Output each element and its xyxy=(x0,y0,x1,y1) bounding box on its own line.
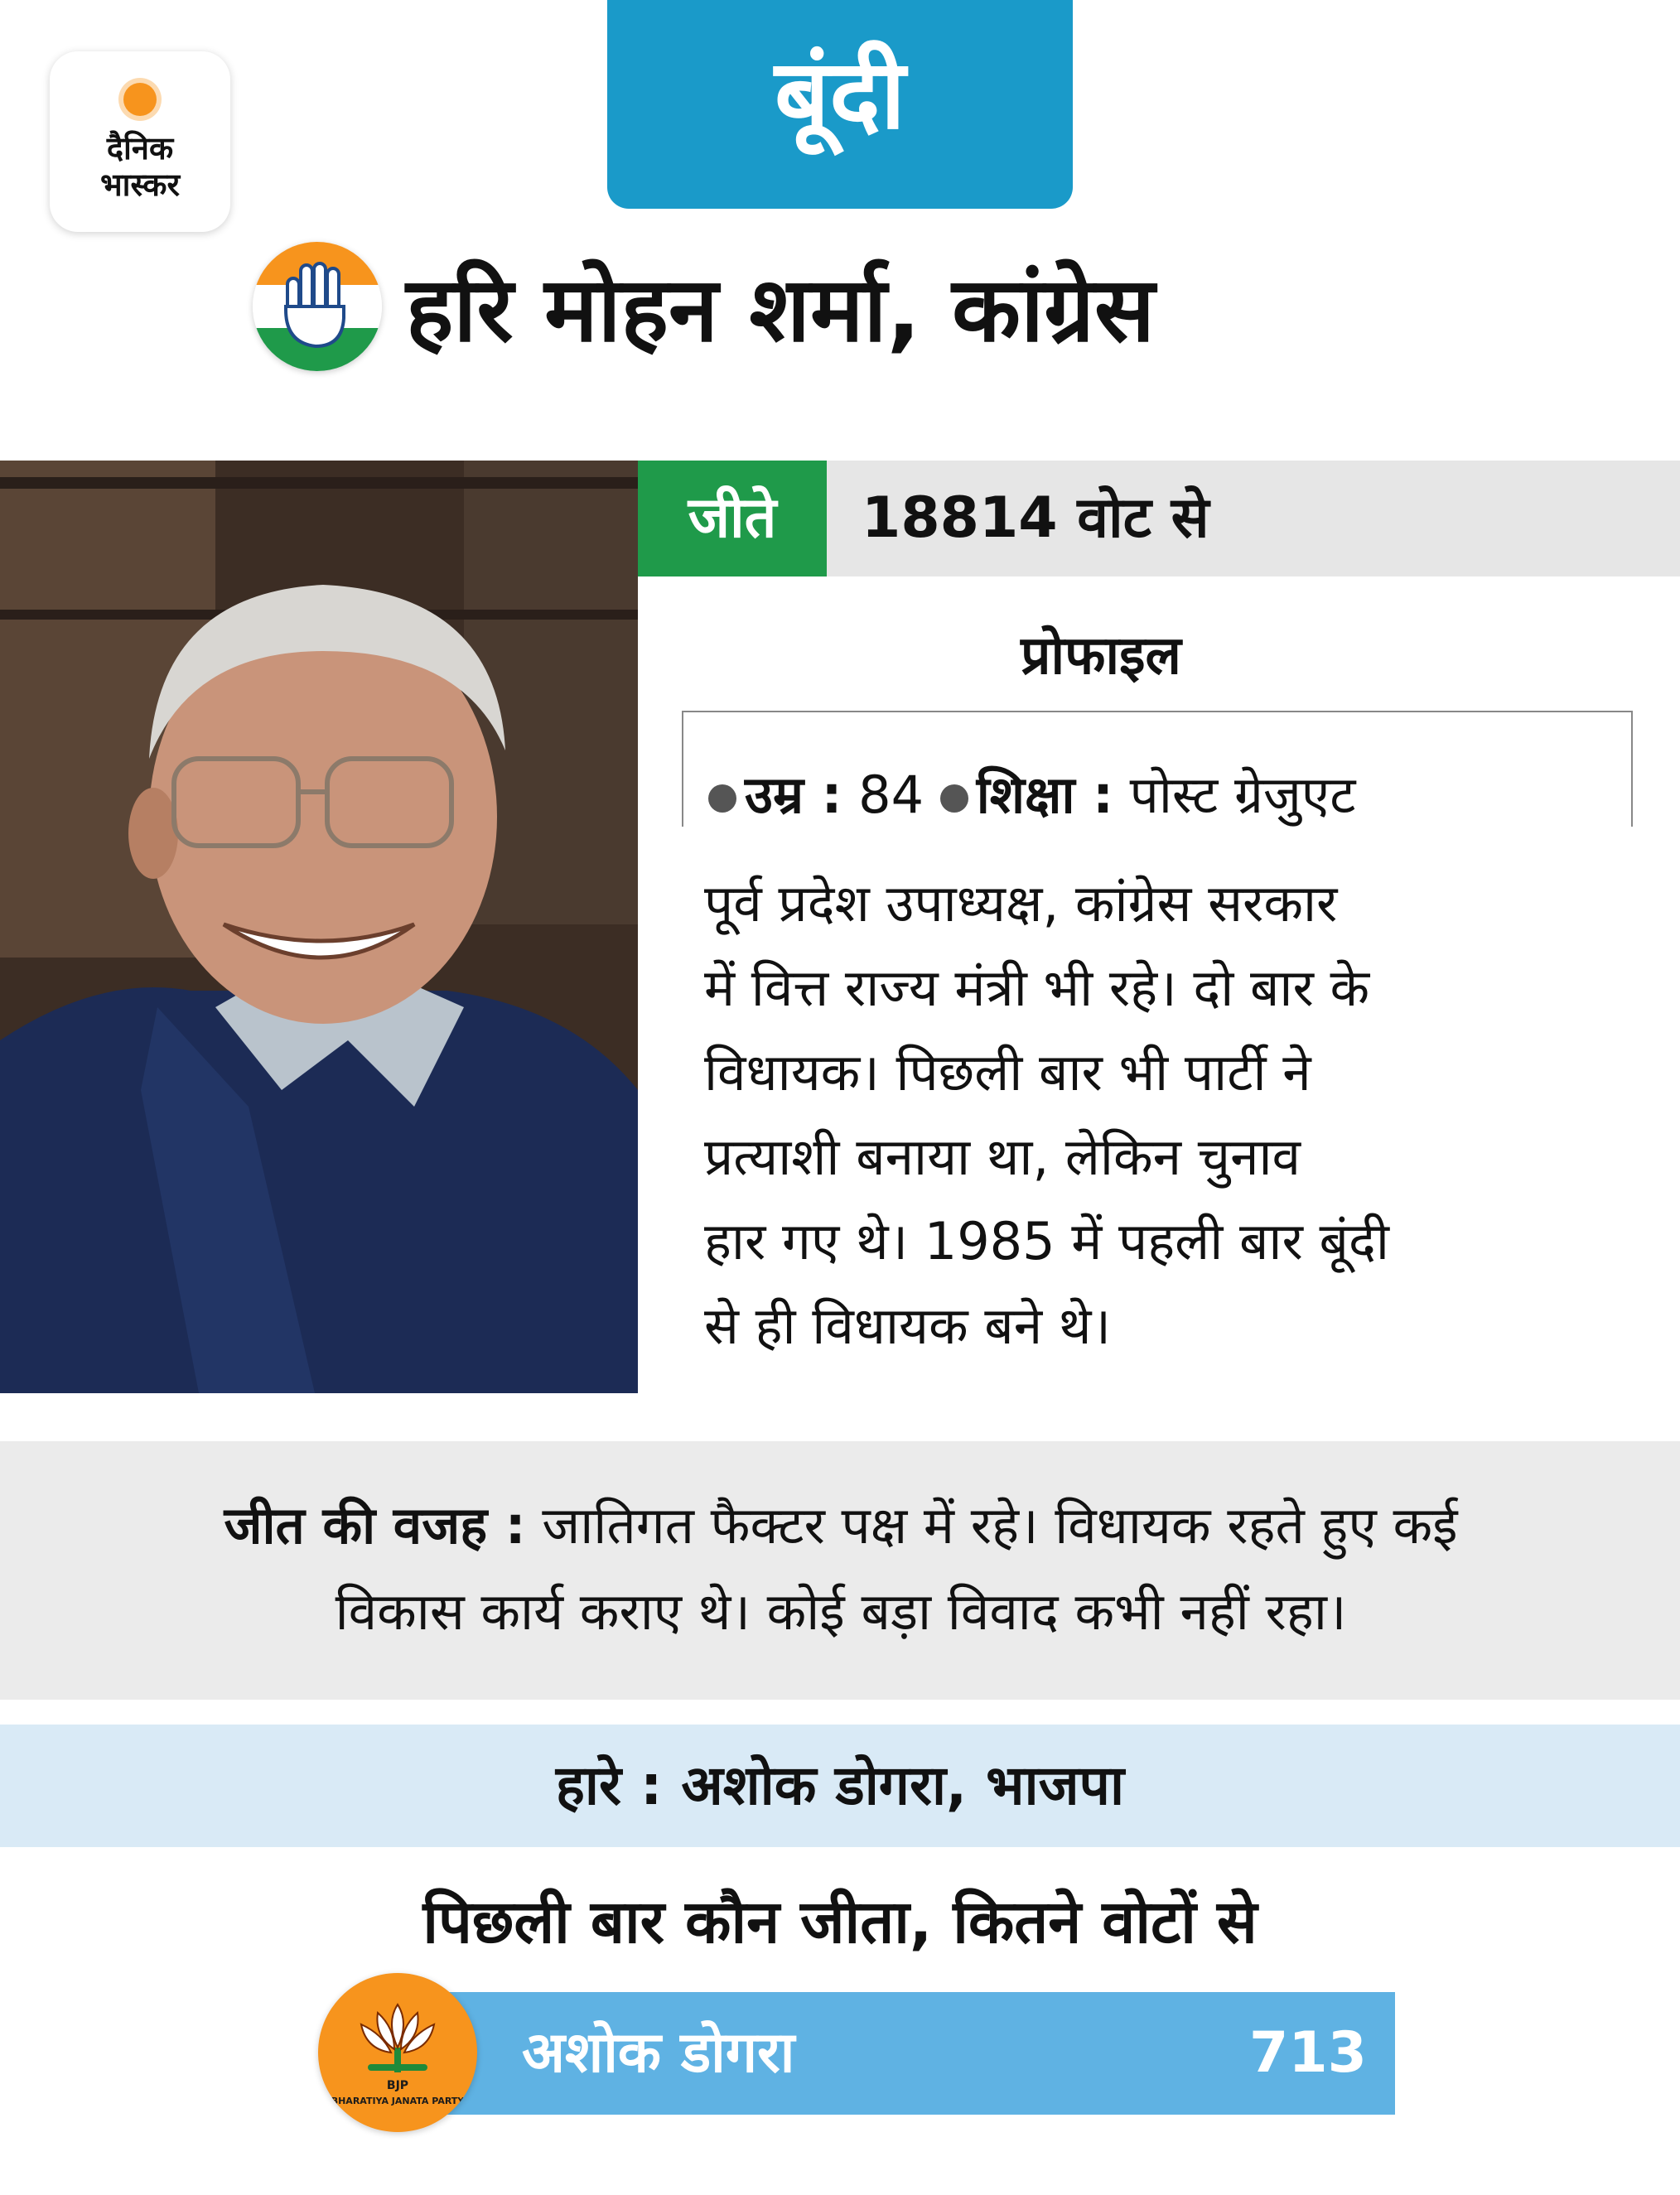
brand-line1: दैनिक xyxy=(106,130,174,166)
profile-heading: प्रोफाइल xyxy=(1021,625,1181,687)
inc-party-logo xyxy=(253,242,382,371)
previous-winner-name: अशोक डोगरा xyxy=(522,2020,795,2086)
lotus-icon xyxy=(318,1973,477,2132)
won-tag: जीते xyxy=(638,461,827,576)
profile-facts xyxy=(708,754,1355,837)
winner-title: हरि मोहन शर्मा, कांग्रेस xyxy=(406,258,1155,362)
dainik-bhaskar-logo xyxy=(50,51,230,232)
profile-description-line: हार गए थे। 1985 में पहली बार बूंदी xyxy=(704,1211,1389,1271)
bjp-party-logo xyxy=(318,1973,477,2132)
previous-heading: पिछली बार कौन जीता, कितने वोटों से xyxy=(422,1887,1258,1956)
reason-label: जीत की वजह : xyxy=(224,1495,526,1556)
reason-text xyxy=(50,1483,1632,1655)
bjp-logo-subtext: BHARATIYA JANATA PARTY xyxy=(331,2096,465,2106)
reason-line1: जातिगत फैक्टर पक्ष में रहे। विधायक रहते हुए कई xyxy=(542,1495,1458,1556)
profile-bracket-line xyxy=(682,711,1633,712)
won-margin: 18814 वोट से xyxy=(862,485,1209,551)
profile-bracket-left xyxy=(682,711,683,827)
profile-description-line: प्रत्याशी बनाया था, लेकिन चुनाव xyxy=(704,1126,1301,1187)
profile-description-line: में वित्त राज्य मंत्री भी रहे। दो बार के xyxy=(704,958,1370,1018)
profile-description-line: से ही विधायक बने थे। xyxy=(704,1295,1111,1356)
sun-icon xyxy=(123,83,157,116)
age-value: 84 xyxy=(858,765,924,825)
profile-description-line: पूर्व प्रदेश उपाध्यक्ष, कांग्रेस सरकार xyxy=(704,873,1338,933)
profile-bracket-right xyxy=(1631,711,1633,827)
reason-line2: विकास कार्य कराए थे। कोई बड़ा विवाद कभी नहीं रहा। xyxy=(335,1581,1347,1642)
bullet-icon xyxy=(940,784,968,813)
brand-line2: भास्कर xyxy=(99,166,181,203)
bullet-icon xyxy=(708,784,736,813)
bjp-logo-text: BJP xyxy=(386,2079,409,2092)
previous-winner-votes: 713 xyxy=(1249,2020,1367,2086)
constituency-header xyxy=(607,0,1073,209)
age-label: उम्र : xyxy=(745,765,842,825)
lost-text: हारे : अशोक डोगरा, भाजपा xyxy=(555,1754,1125,1817)
candidate-portrait xyxy=(0,461,638,1393)
candidate-photo xyxy=(0,461,638,1393)
profile-description xyxy=(704,861,1624,1368)
profile-description-line: विधायक। पिछली बार भी पार्टी ने xyxy=(704,1042,1311,1102)
constituency-name: बूंदी xyxy=(775,39,905,151)
education-label: शिक्षा : xyxy=(976,765,1113,825)
inc-hand-icon xyxy=(282,260,352,351)
education-value: पोस्ट ग्रेजुएट xyxy=(1129,765,1356,825)
